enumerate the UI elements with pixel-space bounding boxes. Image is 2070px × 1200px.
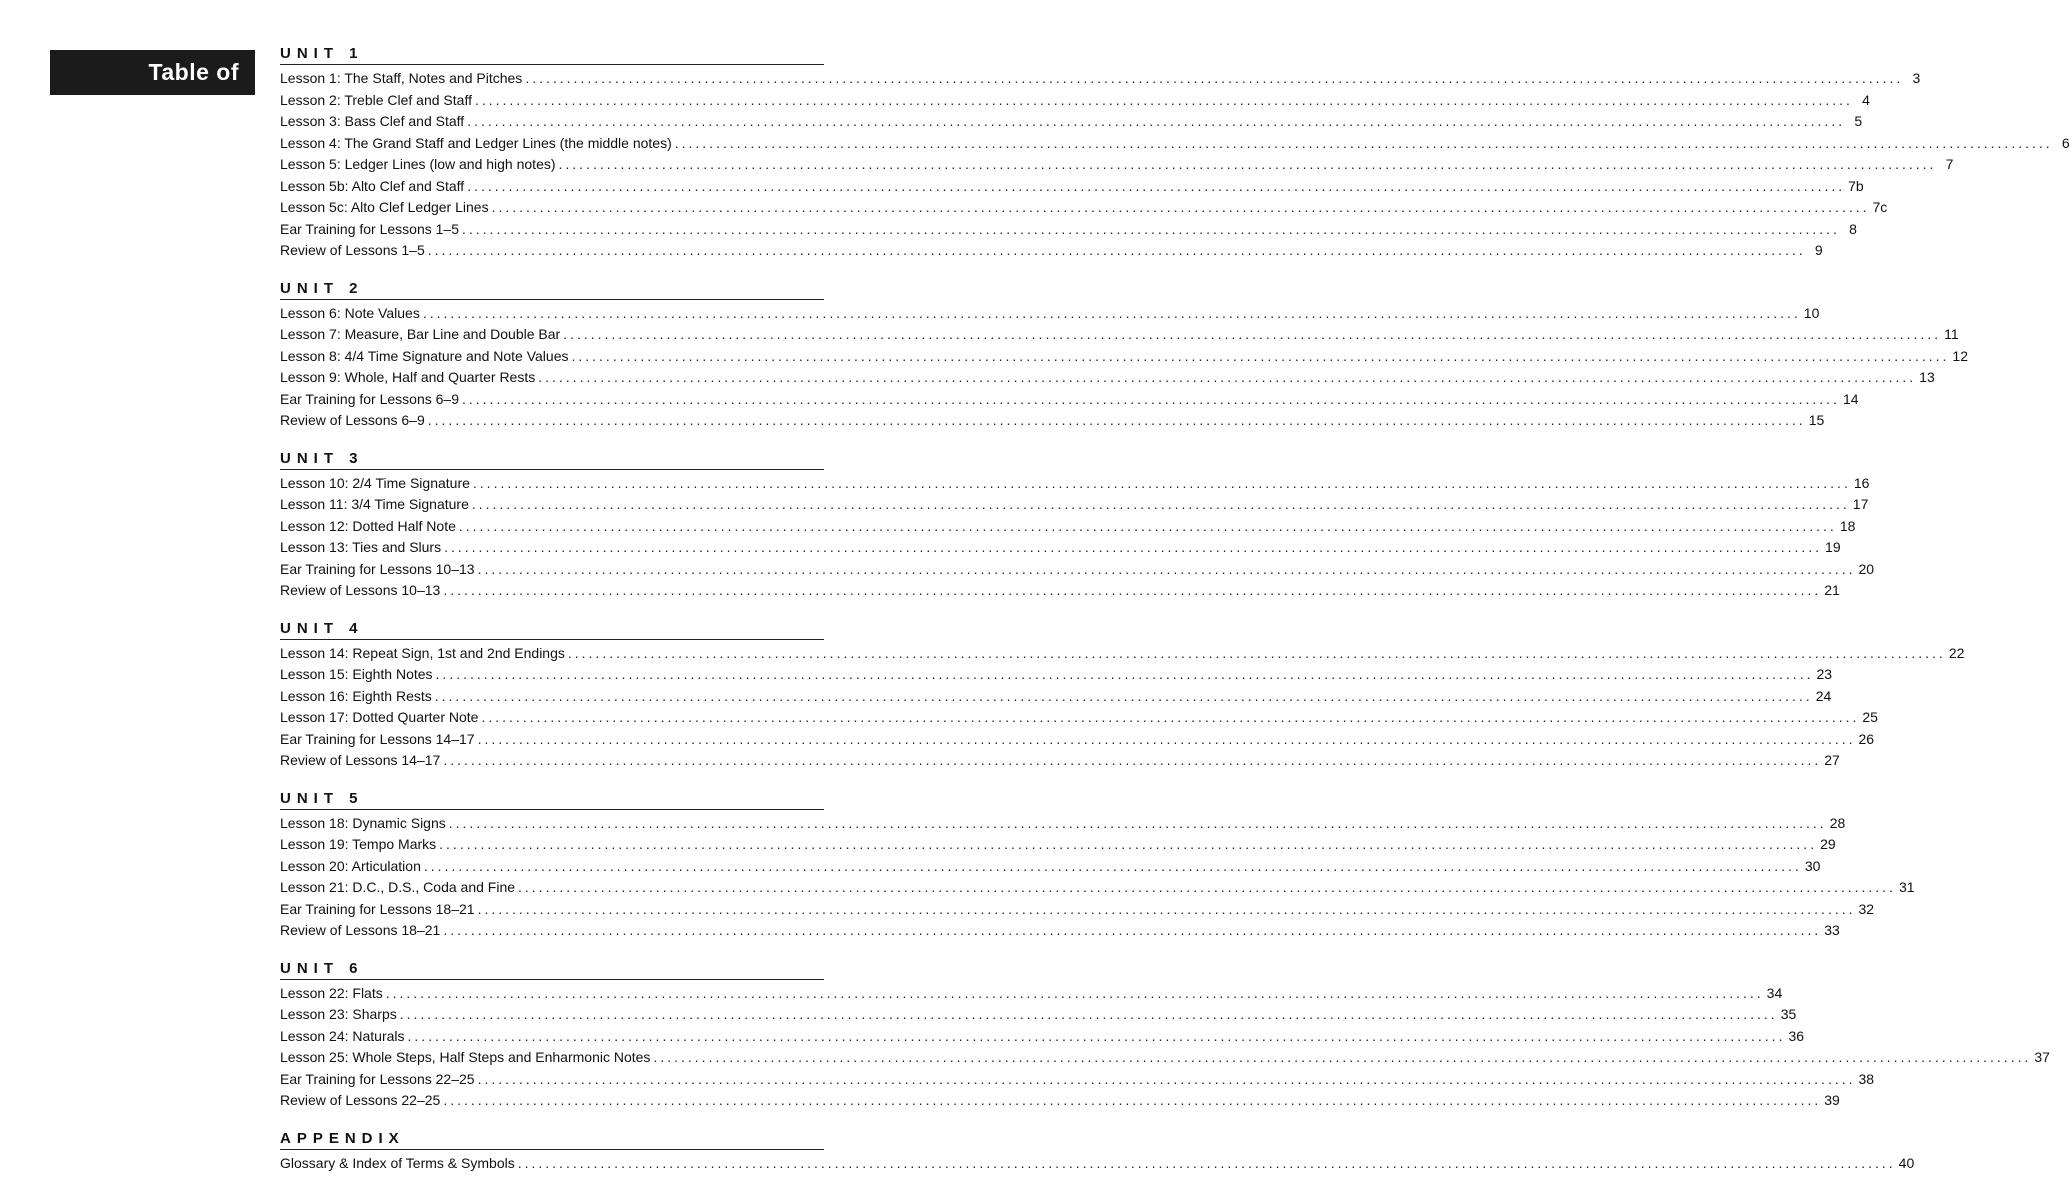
toc-entry — [280, 1090, 1840, 1112]
entry-page: 38 — [1858, 1070, 1875, 1087]
toc-entry — [280, 219, 1857, 241]
entry-page: 40 — [1898, 1154, 1915, 1171]
dot-leader: ........................................................................................................................................................................................................ — [458, 517, 1837, 534]
entry-title: Glossary & Index of Terms & Symbols — [280, 1154, 515, 1171]
entry-page: 28 — [1829, 814, 1846, 831]
dot-leader: ........................................................................................................................................................................................................ — [399, 1006, 1778, 1022]
dot-leader: ........................................................................................................................................................................................................ — [471, 496, 1850, 512]
entry-title: Ear Training for Lessons 6–9 — [280, 390, 459, 407]
entry-title: Lesson 22: Flats — [280, 984, 383, 1001]
entry-page: 23 — [1816, 666, 1833, 682]
dot-leader: ........................................................................................................................................................................................................ — [567, 644, 1946, 661]
entry-page: 31 — [1898, 879, 1915, 895]
entry-title: Lesson 1: The Staff, Notes and Pitches — [280, 70, 523, 86]
unit-heading: UNIT 2 — [280, 279, 824, 300]
dot-leader: ........................................................................................................................................................................................................ — [674, 134, 2053, 151]
toc-entry — [280, 920, 1840, 942]
toc-entry — [280, 154, 1954, 176]
dot-leader: ........................................................................................................................................................................................................ — [474, 91, 1853, 108]
dot-leader: ........................................................................................................................................................................................................ — [427, 242, 1806, 258]
toc-entry — [280, 580, 1840, 602]
toc-entry — [280, 197, 1888, 219]
entry-page: 16 — [1853, 474, 1870, 491]
unit-heading: UNIT 3 — [280, 449, 824, 470]
toc-entry — [280, 813, 1846, 835]
toc-entry — [280, 643, 1965, 665]
toc-entry — [280, 410, 1825, 432]
toc-entry — [280, 68, 1921, 90]
toc-entry — [280, 559, 1875, 581]
entry-title: Review of Lessons 1–5 — [280, 242, 425, 258]
entry-title: Lesson 16: Eighth Rests — [280, 687, 432, 704]
entry-page: 22 — [1948, 644, 1965, 661]
unit-section — [280, 449, 1875, 602]
entry-page: 36 — [1788, 1027, 1805, 1044]
entry-page: 3 — [1912, 70, 1921, 86]
entry-page: 7b — [1848, 177, 1864, 194]
toc-entry — [280, 856, 1821, 878]
entry-title: Lesson 21: D.C., D.S., Coda and Fine — [280, 879, 516, 895]
toc-entry — [280, 111, 1863, 133]
dot-leader: ........................................................................................................................................................................................................ — [407, 1027, 1786, 1044]
entry-title: Lesson 8: 4/4 Time Signature and Note Values — [280, 347, 569, 364]
entry-title: Ear Training for Lessons 14–17 — [280, 730, 475, 747]
entry-page: 8 — [1849, 220, 1857, 237]
toc-entry — [280, 176, 1864, 198]
dot-leader: ........................................................................................................................................................................................................ — [423, 857, 1802, 874]
dot-leader: ........................................................................................................................................................................................................ — [435, 666, 1814, 682]
entry-page: 37 — [2034, 1049, 2050, 1065]
entry-title: Lesson 23: Sharps — [280, 1006, 397, 1022]
dot-leader: ........................................................................................................................................................................................................ — [491, 199, 1870, 215]
unit-heading: UNIT 5 — [280, 789, 824, 810]
dot-leader: ........................................................................................................................................................................................................ — [477, 1070, 1856, 1087]
entry-page: 6 — [2061, 134, 2070, 151]
entry-page: 13 — [1919, 369, 1935, 385]
entry-title: Lesson 2: Treble Clef and Staff — [280, 91, 472, 108]
dot-leader: ........................................................................................................................................................................................................ — [422, 304, 1801, 321]
unit-heading: UNIT 1 — [280, 44, 824, 65]
entry-page: 17 — [1852, 496, 1869, 512]
dot-leader: ........................................................................................................................................................................................................ — [443, 922, 1822, 938]
toc-entry — [280, 1026, 1805, 1048]
dot-leader: ........................................................................................................................................................................................................ — [427, 412, 1806, 428]
dot-leader: ........................................................................................................................................................................................................ — [472, 474, 1851, 491]
entry-page: 26 — [1858, 730, 1875, 747]
entry-title: Lesson 4: The Grand Staff and Ledger Lines (the middle notes) — [280, 134, 672, 151]
unit-heading: UNIT 4 — [280, 619, 824, 640]
dot-leader: ........................................................................................................................................................................................................ — [434, 687, 1813, 704]
unit-section — [280, 789, 1915, 942]
toc-entry — [280, 1047, 2050, 1069]
table-of-contents — [280, 44, 2070, 1191]
toc-entry — [280, 494, 1869, 516]
toc-entry — [280, 899, 1875, 921]
toc-entry — [280, 346, 1968, 368]
dot-leader: ........................................................................................................................................................................................................ — [467, 177, 1846, 194]
entry-page: 9 — [1814, 242, 1823, 258]
entry-page: 18 — [1839, 517, 1856, 534]
toc-entry — [280, 133, 2070, 155]
entry-title: Lesson 5b: Alto Clef and Staff — [280, 177, 465, 194]
entry-page: 34 — [1766, 984, 1783, 1001]
entry-page: 12 — [1952, 347, 1968, 364]
entry-page: 10 — [1803, 304, 1820, 321]
dot-leader: ........................................................................................................................................................................................................ — [517, 1154, 1896, 1171]
dot-leader: ........................................................................................................................................................................................................ — [385, 984, 1764, 1001]
dot-leader: ........................................................................................................................................................................................................ — [538, 369, 1917, 385]
toc-entry — [280, 664, 1833, 686]
entry-title: Lesson 6: Note Values — [280, 304, 420, 321]
dot-leader: ........................................................................................................................................................................................................ — [467, 113, 1846, 129]
entry-title: Lesson 13: Ties and Slurs — [280, 539, 442, 555]
entry-page: 20 — [1858, 560, 1875, 577]
dot-leader: ........................................................................................................................................................................................................ — [443, 1092, 1822, 1108]
dot-leader: ........................................................................................................................................................................................................ — [518, 879, 1896, 895]
dot-leader: ........................................................................................................................................................................................................ — [462, 390, 1840, 407]
entry-title: Lesson 14: Repeat Sign, 1st and 2nd Endings — [280, 644, 565, 661]
entry-page: 19 — [1825, 539, 1841, 555]
toc-entry — [280, 389, 1859, 411]
entry-page: 7c — [1872, 199, 1888, 215]
entry-page: 33 — [1824, 922, 1840, 938]
entry-title: Review of Lessons 14–17 — [280, 752, 441, 768]
dot-leader: ........................................................................................................................................................................................................ — [525, 70, 1904, 86]
dot-leader: ........................................................................................................................................................................................................ — [443, 582, 1822, 598]
dot-leader: ........................................................................................................................................................................................................ — [477, 560, 1856, 577]
entry-title: Lesson 5: Ledger Lines (low and high notes) — [280, 156, 556, 172]
unit-heading: UNIT 6 — [280, 959, 824, 980]
toc-entry — [280, 324, 1959, 346]
entry-title: Review of Lessons 6–9 — [280, 412, 425, 428]
unit-section — [280, 619, 1965, 772]
title-banner — [50, 50, 255, 95]
toc-entry — [280, 983, 1783, 1005]
toc-entry — [280, 729, 1875, 751]
unit-section — [280, 959, 2050, 1112]
entry-page: 32 — [1858, 900, 1875, 917]
toc-entry — [280, 750, 1840, 772]
dot-leader: ........................................................................................................................................................................................................ — [439, 836, 1818, 852]
entry-title: Ear Training for Lessons 18–21 — [280, 900, 475, 917]
toc-entry — [280, 473, 1870, 495]
dot-leader: ........................................................................................................................................................................................................ — [444, 539, 1823, 555]
toc-entry — [280, 877, 1915, 899]
dot-leader: ........................................................................................................................................................................................................ — [477, 730, 1856, 747]
entry-page: 27 — [1824, 752, 1840, 768]
entry-title: Review of Lessons 18–21 — [280, 922, 441, 938]
entry-title: Lesson 3: Bass Clef and Staff — [280, 113, 465, 129]
toc-entry — [280, 537, 1841, 559]
entry-page: 30 — [1804, 857, 1821, 874]
entry-title: Lesson 5c: Alto Clef Ledger Lines — [280, 199, 489, 215]
entry-title: Ear Training for Lessons 10–13 — [280, 560, 475, 577]
entry-title: Lesson 25: Whole Steps, Half Steps and Enharmonic Notes — [280, 1049, 651, 1065]
entry-title: Lesson 20: Articulation — [280, 857, 421, 874]
dot-leader: ........................................................................................................................................................................................................ — [448, 814, 1827, 831]
dot-leader: ........................................................................................................................................................................................................ — [481, 709, 1860, 725]
dot-leader: ........................................................................................................................................................................................................ — [462, 220, 1840, 237]
toc-entry — [280, 707, 1878, 729]
entry-page: 14 — [1842, 390, 1859, 407]
entry-page: 29 — [1820, 836, 1836, 852]
entry-page: 4 — [1862, 91, 1870, 108]
unit-section — [280, 44, 2070, 262]
entry-title: Lesson 19: Tempo Marks — [280, 836, 437, 852]
toc-entry — [280, 240, 1823, 262]
toc-entry — [280, 516, 1856, 538]
entry-title: Lesson 7: Measure, Bar Line and Double Bar — [280, 326, 561, 342]
entry-page: 15 — [1808, 412, 1825, 428]
toc-entry — [280, 1069, 1875, 1091]
dot-leader: ........................................................................................................................................................................................................ — [477, 900, 1856, 917]
dot-leader: ........................................................................................................................................................................................................ — [571, 347, 1950, 364]
toc-entry — [280, 90, 1870, 112]
title-line-1: Table of — [148, 59, 239, 85]
toc-entry — [280, 1004, 1797, 1026]
entry-title: Lesson 10: 2/4 Time Signature — [280, 474, 470, 491]
entry-page: 35 — [1780, 1006, 1797, 1022]
toc-entry — [280, 1153, 1915, 1175]
toc-entry — [280, 367, 1935, 389]
entry-title: Review of Lessons 22–25 — [280, 1092, 441, 1108]
entry-title: Ear Training for Lessons 1–5 — [280, 220, 459, 237]
dot-leader: ........................................................................................................................................................................................................ — [653, 1049, 2032, 1065]
entry-page: 21 — [1824, 582, 1840, 598]
unit-section — [280, 279, 1968, 432]
entry-title: Lesson 9: Whole, Half and Quarter Rests — [280, 369, 536, 385]
toc-entry — [280, 303, 1820, 325]
entry-title: Lesson 18: Dynamic Signs — [280, 814, 446, 831]
entry-title: Lesson 12: Dotted Half Note — [280, 517, 456, 534]
entry-page: 5 — [1854, 113, 1863, 129]
dot-leader: ........................................................................................................................................................................................................ — [563, 326, 1942, 342]
dot-leader: ........................................................................................................................................................................................................ — [443, 752, 1822, 768]
entry-page: 25 — [1862, 709, 1878, 725]
entry-page: 11 — [1944, 326, 1959, 342]
entry-page: 7 — [1945, 156, 1954, 172]
dot-leader: ........................................................................................................................................................................................................ — [558, 156, 1937, 172]
toc-entry — [280, 834, 1836, 856]
entry-title: Review of Lessons 10–13 — [280, 582, 441, 598]
entry-title: Lesson 24: Naturals — [280, 1027, 405, 1044]
entry-page: 24 — [1815, 687, 1832, 704]
toc-entry — [280, 686, 1832, 708]
unit-heading: APPENDIX — [280, 1129, 824, 1150]
entry-title: Lesson 17: Dotted Quarter Note — [280, 709, 479, 725]
entry-title: Lesson 11: 3/4 Time Signature — [280, 496, 469, 512]
entry-title: Lesson 15: Eighth Notes — [280, 666, 433, 682]
unit-section — [280, 1129, 1915, 1175]
entry-title: Ear Training for Lessons 22–25 — [280, 1070, 475, 1087]
entry-page: 39 — [1824, 1092, 1840, 1108]
